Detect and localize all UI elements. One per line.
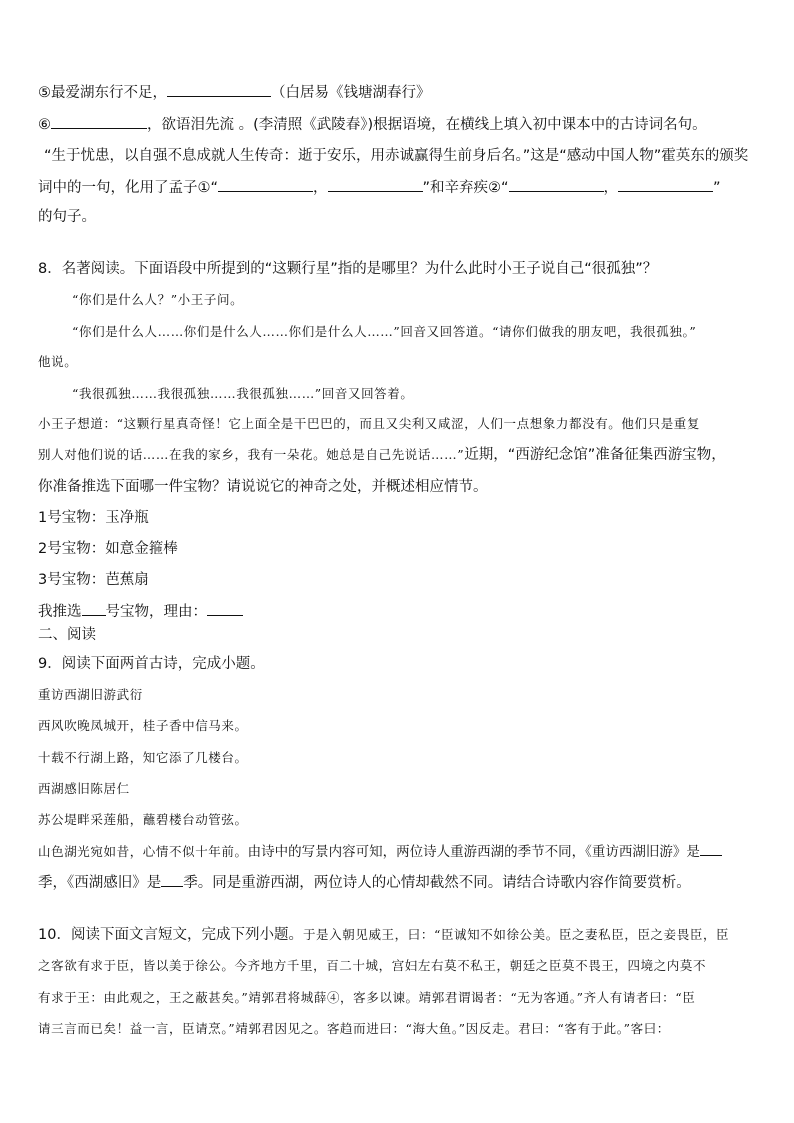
q7-quote-line-1 <box>44 146 756 166</box>
q10-title: 10．阅读下面文言短文，完成下列小题。 <box>38 927 303 943</box>
poem-1-title: 重访西湖旧游武衍 <box>38 687 143 702</box>
answer-blank[interactable] <box>218 177 313 192</box>
answer-blank[interactable] <box>328 177 423 192</box>
q8-title: 8．名著阅读。下面语段中所提到的“这颗行星”指的是哪里？为什么此时小王子说自己“很孤独”？ <box>38 261 658 277</box>
q8-task-text: 近期，“西游纪念馆”准备征集西游宝物， <box>464 447 726 463</box>
q8-passage-line: “你们是什么人……你们是什么人……你们是什么人……”回音又回答道。“请你们做我的朋友吧，我很孤独。” <box>72 324 697 339</box>
q7-quote-text: “生于忧患，以自强不息成就人生传奇：逝于安乐，用赤诚赢得生前身后名。”这是“感动中国人物”霍英东的颁奖 <box>44 148 749 164</box>
q8-task-line: 你准备推选下面哪一件宝物？请说说它的神奇之处，并概述相应情节。 <box>38 479 488 495</box>
q10-passage-text: 于是入朝见威王，曰：“臣诚知不如徐公美。臣之妻私臣，臣之妾畏臣，臣 <box>302 927 730 942</box>
q7-quote-comma: ， <box>603 180 619 196</box>
q7-quote-text: 词中的一句，化用了孟子①“ <box>38 180 219 196</box>
answer-blank[interactable] <box>509 177 604 192</box>
q8-pick-text: 我推选 <box>38 604 82 620</box>
answer-blank[interactable] <box>700 841 722 856</box>
q7-line-5-text: ⑤最爱湖东行不足， <box>38 85 167 101</box>
q7-quote-line-3 <box>38 207 756 227</box>
answer-blank[interactable] <box>161 872 183 887</box>
q7-line-5 <box>38 82 756 103</box>
q7-line-6-marker: ⑥ <box>38 117 51 133</box>
answer-blank[interactable] <box>51 114 147 129</box>
q8-passage-line-6 <box>38 445 756 465</box>
q8-passage-text: 别人对他们说的话……在我的家乡，我有一朵花。她总是自己先说话……” <box>38 447 465 462</box>
q8-passage-line: “你们是什么人？”小王子问。 <box>72 292 244 307</box>
q7-quote-text: ”和辛弃疾②“ <box>422 180 509 196</box>
poem-2-line: 苏公堤畔采莲船，蘸碧楼台动管弦。 <box>38 812 248 827</box>
q7-line-5-source: （白居易《钱塘湖春行》 <box>271 85 431 101</box>
q10-passage-line: 请三言而已矣！益一言，臣请烹。”靖郭君因见之。客趋而进曰：“海大鱼。”因反走。君曰：“客有于此。”客曰： <box>38 1021 670 1036</box>
q7-line-6 <box>38 114 756 135</box>
q8-passage-line: “我很孤独……我很孤独……我很孤独……”回音又回答着。 <box>72 386 414 401</box>
q9-question-text: 由诗中的写景内容可知，两位诗人重游西湖的季节不同，《重访西湖旧游》是 <box>247 844 700 860</box>
q9-title: 9．阅读下面两首古诗，完成小题。 <box>38 656 265 672</box>
q7-quote-text: ” <box>713 180 721 196</box>
treasure-option-2: 2号宝物：如意金箍棒 <box>38 541 178 557</box>
poem-2-title: 西湖感旧陈居仁 <box>38 781 130 796</box>
q9-question-text: 季，《西湖感旧》是 <box>38 875 162 891</box>
answer-blank[interactable] <box>82 601 106 616</box>
q8-pick-line <box>38 601 756 622</box>
q7-quote-text: 的句子。 <box>38 209 96 225</box>
q7-line-6-text: ，欲语泪先流 。(李清照《武陵春》)根据语境，在横线上填入初中课本中的古诗词名句。 <box>147 117 707 133</box>
q10-passage-line: 之客欲有求于臣，皆以美于徐公。今齐地方千里，百二十城，宫妇左右莫不私王，朝廷之臣莫不畏王，四境之内莫不 <box>38 958 707 973</box>
q9-question-line-2 <box>38 872 756 893</box>
section-heading: 二、阅读 <box>38 627 96 643</box>
q8-passage-line: 他说。 <box>38 354 78 369</box>
q10-line-1 <box>38 925 756 945</box>
poem-1-line: 十载不行湖上路，知它添了几楼台。 <box>38 750 248 765</box>
answer-blank[interactable] <box>618 177 713 192</box>
q7-quote-line-2 <box>38 177 756 198</box>
treasure-option-3: 3号宝物：芭蕉扇 <box>38 572 149 588</box>
answer-blank[interactable] <box>167 82 271 97</box>
q10-passage-line: 有求于王：由此观之，王之蔽甚矣。”靖郭君将城薛④，客多以谏。靖郭君谓谒者：“无为客通。”齐人有请者曰：“臣 <box>38 990 696 1005</box>
poem-2-line-q9-question <box>38 841 756 862</box>
q8-pick-text: 号宝物，理由： <box>105 604 207 620</box>
q8-passage-line: 小王子想道：“这颗行星真奇怪！它上面全是干巴巴的，而且又尖利又咸涩，人们一点想象力都没有。他们只是重复 <box>38 416 700 431</box>
q9-question-text: 季。同是重游西湖，两位诗人的心情却截然不同。请结合诗歌内容作简要赏析。 <box>183 875 691 891</box>
answer-blank[interactable] <box>207 601 243 616</box>
poem-1-line: 西风吹晚凤城开，桂子香中信马来。 <box>38 718 248 733</box>
poem-2-line: 山色湖光宛如昔，心情不似十年前。 <box>38 844 248 859</box>
treasure-option-1: 1号宝物：玉净瓶 <box>38 510 149 526</box>
q7-quote-comma: ， <box>313 180 328 196</box>
